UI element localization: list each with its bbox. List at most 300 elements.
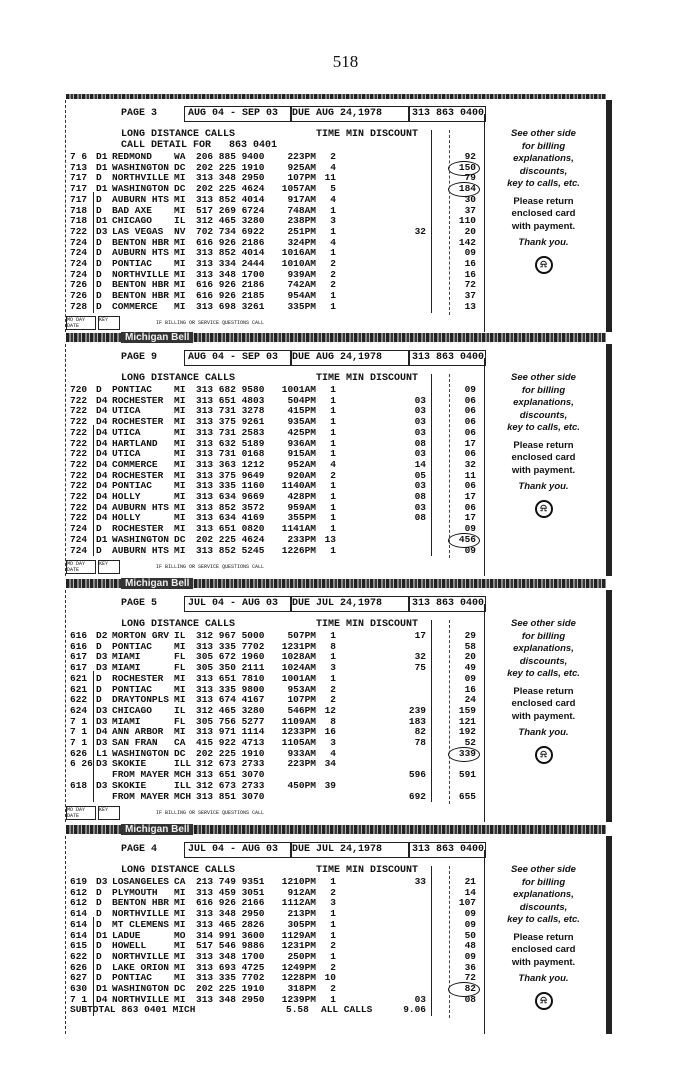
panel-divider — [484, 358, 485, 576]
call-min: 12 — [324, 704, 336, 716]
page-number: 518 — [332, 52, 359, 71]
call-num: 305 350 2111 — [196, 662, 265, 674]
call-num: 313 731 3278 — [196, 405, 265, 417]
call-row — [66, 471, 486, 481]
billing-info-panel — [486, 372, 601, 518]
call-time: 925AM — [287, 161, 316, 173]
call-min: 1 — [330, 448, 336, 460]
panel-line-1: See other side — [511, 128, 576, 139]
call-row — [66, 695, 486, 705]
call-state: MI — [174, 523, 186, 535]
call-amt: 06 — [464, 480, 476, 492]
call-disc: 78 — [414, 737, 426, 748]
call-place: BENTON HBR — [112, 279, 170, 291]
panel-line-5: key to calls, etc. — [507, 178, 580, 189]
call-num: 313 335 7702 — [196, 972, 265, 984]
call-state: MI — [174, 640, 186, 652]
call-num: 517 546 9886 — [196, 940, 265, 952]
call-state: MO — [174, 929, 186, 941]
call-row — [66, 449, 486, 459]
call-date: 621 — [70, 672, 88, 684]
call-num: 517 269 6724 — [196, 204, 265, 216]
call-min: 1 — [330, 480, 336, 492]
column-headers: TIME MIN DISCOUNT — [316, 865, 419, 876]
call-state: MI — [174, 491, 186, 502]
call-row — [66, 920, 486, 930]
footer-questions: IF BILLING OR SERVICE QUESTIONS CALL — [156, 810, 265, 816]
call-state: IL — [174, 704, 186, 716]
call-place: MIAMI — [112, 715, 141, 727]
due-date: DUE JUL 24,1978 — [292, 598, 383, 609]
call-date: 7 1 — [70, 737, 88, 748]
call-time: 742AM — [287, 279, 316, 291]
call-type: D1 — [96, 183, 108, 195]
banner-logo: Michigan Bell — [121, 824, 193, 835]
call-num: 313 348 2950 — [196, 993, 265, 1005]
panel-line-6: Please return — [513, 931, 574, 943]
call-disc: 03 — [414, 405, 426, 417]
call-type: D1 — [96, 533, 108, 545]
call-detail-label: CALL DETAIL FOR 863 0401 — [121, 140, 278, 151]
bill-section — [65, 332, 612, 576]
panel-line-9: Thank you. — [518, 237, 569, 248]
call-num: 313 335 1160 — [196, 480, 265, 492]
call-row — [66, 963, 486, 973]
call-amt: 58 — [464, 640, 476, 652]
call-num: 313 335 7702 — [196, 640, 265, 652]
call-row — [66, 792, 486, 802]
page-label: PAGE 3 — [121, 108, 158, 119]
michigan-bell-banner — [66, 825, 606, 834]
due-date: DUE AUG 24,1978 — [292, 352, 383, 363]
call-row — [66, 727, 486, 737]
billed-number: 313 863 0400 — [412, 844, 485, 855]
call-state: FL — [174, 651, 186, 663]
call-state: MI — [174, 918, 186, 930]
call-state: MI — [174, 469, 186, 481]
bill-header — [66, 598, 606, 612]
call-min: 2 — [330, 961, 336, 973]
call-num: 312 967 5000 — [196, 630, 265, 641]
call-state: MI — [174, 972, 186, 984]
call-num: 313 375 9261 — [196, 416, 265, 428]
call-min: 13 — [324, 533, 336, 545]
call-type: D — [96, 544, 102, 556]
call-amt: 48 — [464, 940, 476, 952]
call-time: 935AM — [287, 416, 316, 428]
call-disc: 596 — [408, 769, 426, 781]
call-num: 313 852 4014 — [196, 193, 265, 205]
call-time: 1233PM — [281, 726, 316, 738]
bell-logo-icon: ⍾ — [535, 500, 553, 518]
call-place: BENTON HBR — [112, 897, 170, 909]
call-min: 1 — [330, 929, 336, 941]
call-min: 4 — [330, 161, 336, 173]
call-time: 107PM — [287, 694, 316, 706]
billing-info-panel — [486, 864, 601, 1010]
call-row — [66, 738, 486, 748]
call-type: D — [96, 683, 102, 695]
call-type: D — [96, 672, 102, 684]
call-type: D — [96, 384, 102, 395]
call-time: 954AM — [287, 290, 316, 302]
panel-line-9: Thank you. — [518, 481, 569, 492]
call-state: MI — [174, 172, 186, 184]
call-row — [66, 663, 486, 673]
call-row — [66, 259, 486, 269]
call-state: FL — [174, 715, 186, 727]
call-min: 4 — [330, 193, 336, 205]
call-place: AUBURN HTS — [112, 501, 170, 513]
call-type: D4 — [96, 501, 108, 513]
call-place: NORTHVILLE — [112, 268, 170, 280]
call-row — [66, 652, 486, 662]
call-place: NORTHVILLE — [112, 993, 170, 1005]
call-type: D3 — [96, 704, 108, 716]
call-min: 10 — [324, 972, 336, 984]
call-num: 313 731 2583 — [196, 426, 265, 438]
panel-line-8: with payment. — [511, 956, 576, 968]
call-row — [66, 195, 486, 205]
call-min: 16 — [324, 726, 336, 738]
call-state: DC — [174, 533, 186, 545]
call-amt: 17 — [464, 491, 476, 502]
call-place: MIAMI — [112, 651, 141, 663]
call-state: MI — [174, 512, 186, 524]
discount-divider — [431, 866, 432, 1016]
subtotal-total: 9.06 — [403, 1004, 426, 1016]
call-min: 1 — [330, 491, 336, 502]
call-row — [66, 674, 486, 684]
call-state: MI — [174, 886, 186, 898]
amount-divider — [449, 374, 450, 558]
call-type: D4 — [96, 416, 108, 428]
call-type: D — [96, 694, 102, 706]
call-num: 313 634 4169 — [196, 512, 265, 524]
call-num: 313 651 3070 — [196, 769, 265, 781]
call-num: 313 852 4014 — [196, 247, 265, 259]
call-state: MI — [174, 247, 186, 259]
call-amt: 107 — [458, 897, 476, 909]
panel-line-6: Please return — [513, 195, 574, 207]
call-state: MI — [174, 394, 186, 406]
call-min: 1 — [330, 918, 336, 930]
call-state: MI — [174, 437, 186, 449]
column-headers: TIME MIN DISCOUNT — [316, 373, 419, 384]
call-type: D4 — [96, 426, 108, 438]
call-num: 313 651 0820 — [196, 523, 265, 535]
call-type: D — [96, 247, 102, 259]
call-amt: 09 — [464, 384, 476, 395]
footer-date: MO DAY DATE — [66, 560, 96, 574]
call-place: ROCHESTER — [112, 394, 164, 406]
call-amt: 30 — [464, 193, 476, 205]
call-amt: 09 — [464, 247, 476, 259]
call-amt: 655 — [458, 790, 476, 802]
panel-divider — [484, 850, 485, 1034]
call-date: 626 — [70, 961, 88, 973]
call-time: 250PM — [287, 950, 316, 962]
call-amt: 06 — [464, 448, 476, 460]
call-state: MI — [174, 416, 186, 428]
call-state: MI — [174, 993, 186, 1005]
call-place: SKOKIE — [112, 779, 147, 791]
call-amt: 79 — [464, 172, 476, 184]
call-place: AUBURN HTS — [112, 247, 170, 259]
call-time: 223PM — [287, 758, 316, 770]
call-amt: 17 — [464, 512, 476, 524]
panel-line-3: explanations, — [513, 153, 574, 164]
call-num: 313 852 3572 — [196, 501, 265, 513]
call-date: 722 — [70, 491, 88, 502]
call-min: 2 — [330, 886, 336, 898]
call-state: IL — [174, 630, 186, 641]
page-label: PAGE 4 — [121, 844, 158, 855]
call-num: 313 674 4167 — [196, 694, 265, 706]
section-title: LONG DISTANCE CALLS — [121, 619, 236, 630]
call-type: D4 — [96, 469, 108, 481]
call-date: 616 — [70, 640, 88, 652]
call-type: D3 — [96, 662, 108, 674]
panel-line-9: Thank you. — [518, 727, 569, 738]
call-state: MI — [174, 268, 186, 280]
call-type: D — [96, 300, 102, 312]
call-state: WA — [174, 151, 186, 162]
call-type: D — [96, 918, 102, 930]
call-row — [66, 909, 486, 919]
call-amt: 13 — [464, 300, 476, 312]
bill-section — [65, 824, 612, 1034]
call-date: 724 — [70, 258, 88, 269]
call-place: NORTHVILLE — [112, 908, 170, 920]
call-time: 318PM — [287, 983, 316, 994]
call-min: 1 — [330, 416, 336, 428]
call-time: 1105AM — [281, 737, 316, 748]
call-min: 1 — [330, 544, 336, 556]
call-min: 1 — [330, 908, 336, 920]
call-min: 3 — [330, 897, 336, 909]
call-time: 748AM — [287, 204, 316, 216]
call-disc: 08 — [414, 437, 426, 449]
call-amt: 06 — [464, 416, 476, 428]
call-row — [66, 984, 486, 994]
call-num: 616 926 2186 — [196, 279, 265, 291]
call-disc: 82 — [414, 726, 426, 738]
call-state: MI — [174, 897, 186, 909]
date-divider — [93, 917, 94, 1016]
call-min: 4 — [330, 236, 336, 248]
call-date: 630 — [70, 983, 88, 994]
call-time: 324PM — [287, 236, 316, 248]
call-state: MI — [174, 694, 186, 706]
call-state: MI — [174, 426, 186, 438]
billing-period: AUG 04 - SEP 03 — [188, 108, 279, 119]
call-place: ROCHESTER — [112, 672, 164, 684]
call-type: D — [96, 204, 102, 216]
call-place: WASHINGTON — [112, 983, 170, 994]
call-place: LAKE ORION — [112, 961, 170, 973]
panel-line-1: See other side — [511, 372, 576, 383]
call-date: 720 — [70, 384, 88, 395]
call-num: 616 926 2185 — [196, 290, 265, 302]
michigan-bell-banner — [66, 333, 606, 342]
call-amt: 09 — [464, 523, 476, 535]
call-disc: 32 — [414, 225, 426, 237]
call-min: 2 — [330, 258, 336, 269]
call-state: MI — [174, 193, 186, 205]
call-state: MI — [174, 950, 186, 962]
call-place: NORTHVILLE — [112, 950, 170, 962]
call-row — [66, 717, 486, 727]
call-time: 1249PM — [281, 961, 316, 973]
call-type: D — [96, 640, 102, 652]
call-num: 313 348 2950 — [196, 172, 265, 184]
call-disc: 03 — [414, 480, 426, 492]
call-state: DC — [174, 183, 186, 195]
call-row — [66, 631, 486, 641]
page-label: PAGE 9 — [121, 352, 158, 363]
call-date: 722 — [70, 501, 88, 513]
call-date: 614 — [70, 918, 88, 930]
call-date: 615 — [70, 940, 88, 952]
call-place: COMMERCE — [112, 300, 158, 312]
call-date: 724 — [70, 236, 88, 248]
call-place: NORTHVILLE — [112, 172, 170, 184]
call-row — [66, 163, 486, 173]
call-num: 314 991 3600 — [196, 929, 265, 941]
call-disc: 239 — [408, 704, 426, 716]
call-state: MI — [174, 258, 186, 269]
call-date: 627 — [70, 972, 88, 984]
panel-line-7: enclosed card — [511, 944, 576, 955]
call-date: 717 — [70, 183, 88, 195]
call-state: MI — [174, 204, 186, 216]
call-min: 3 — [330, 737, 336, 748]
call-state: ILL — [174, 779, 192, 791]
call-row — [66, 302, 486, 312]
call-disc: 03 — [414, 416, 426, 428]
call-amt: 06 — [464, 394, 476, 406]
date-divider — [93, 192, 94, 313]
call-amt: 37 — [464, 204, 476, 216]
billing-period: AUG 04 - SEP 03 — [188, 352, 279, 363]
subtotal-calls: ALL CALLS — [321, 1004, 373, 1016]
call-time: 1231PM — [281, 940, 316, 952]
call-state: MI — [174, 672, 186, 684]
banner-logo: Michigan Bell — [121, 578, 193, 589]
call-row — [66, 439, 486, 449]
call-amt: 72 — [464, 279, 476, 291]
call-type: D — [96, 961, 102, 973]
call-type: D3 — [96, 715, 108, 727]
call-num: 312 465 3280 — [196, 704, 265, 716]
banner-logo: Michigan Bell — [121, 332, 193, 343]
call-num: 313 651 4803 — [196, 394, 265, 406]
panel-line-1: See other side — [511, 618, 576, 629]
call-row — [66, 952, 486, 962]
call-type: D4 — [96, 458, 108, 470]
call-min: 1 — [330, 290, 336, 302]
call-type: D — [96, 290, 102, 302]
call-date: 722 — [70, 416, 88, 428]
call-row — [66, 406, 486, 416]
call-state: IL — [174, 215, 186, 227]
call-type: D4 — [96, 405, 108, 417]
call-state: CA — [174, 876, 186, 887]
call-type: D — [96, 972, 102, 984]
call-date: 617 — [70, 651, 88, 663]
call-date: 722 — [70, 448, 88, 460]
call-type: D4 — [96, 480, 108, 492]
panel-line-2: for billing — [521, 140, 566, 152]
panel-line-5: key to calls, etc. — [507, 422, 580, 433]
call-amt: 06 — [464, 405, 476, 417]
billing-info-panel — [486, 618, 601, 764]
call-num: 313 852 5245 — [196, 544, 265, 556]
call-time: 355PM — [287, 512, 316, 524]
call-amt: 09 — [464, 672, 476, 684]
call-amt: 08 — [464, 993, 476, 1005]
call-state: MI — [174, 290, 186, 302]
call-amt: 29 — [464, 630, 476, 641]
call-disc: 08 — [414, 512, 426, 524]
call-row — [66, 524, 486, 534]
call-type: D4 — [96, 394, 108, 406]
call-date: 7 1 — [70, 715, 88, 727]
panel-line-7: enclosed card — [511, 698, 576, 709]
call-num: 313 348 2950 — [196, 908, 265, 920]
call-amt: 121 — [458, 715, 476, 727]
call-min: 1 — [330, 672, 336, 684]
panel-line-3: explanations, — [513, 643, 574, 654]
call-place: FROM MAYER — [112, 769, 170, 781]
call-date: 724 — [70, 523, 88, 535]
call-type: D3 — [96, 225, 108, 237]
call-date: 722 — [70, 480, 88, 492]
call-state: MI — [174, 726, 186, 738]
call-disc: 03 — [414, 394, 426, 406]
call-amt: 52 — [464, 737, 476, 748]
call-row — [66, 995, 486, 1005]
call-amt: 32 — [464, 458, 476, 470]
call-row — [66, 238, 486, 248]
call-num: 313 693 4725 — [196, 961, 265, 973]
call-num: 305 756 5277 — [196, 715, 265, 727]
call-disc: 692 — [408, 790, 426, 802]
call-date: 722 — [70, 426, 88, 438]
call-time: 1010AM — [281, 258, 316, 269]
call-amt: 110 — [458, 215, 476, 227]
call-type: D3 — [96, 758, 108, 770]
panel-line-2: for billing — [521, 876, 566, 888]
call-num: 313 634 9669 — [196, 491, 265, 502]
call-time: 959AM — [287, 501, 316, 513]
panel-line-9: Thank you. — [518, 973, 569, 984]
call-disc: 32 — [414, 651, 426, 663]
call-state: MI — [174, 480, 186, 492]
call-disc: 75 — [414, 662, 426, 674]
section-title: LONG DISTANCE CALLS — [121, 373, 236, 384]
call-disc: 08 — [414, 491, 426, 502]
section-title: LONG DISTANCE CALLS — [121, 865, 236, 876]
panel-line-8: with payment. — [511, 464, 576, 476]
call-min: 1 — [330, 300, 336, 312]
call-time: 335PM — [287, 300, 316, 312]
call-disc: 183 — [408, 715, 426, 727]
panel-line-4: discounts, — [519, 409, 568, 421]
call-date: 713 — [70, 161, 88, 173]
bill-header — [66, 844, 606, 858]
